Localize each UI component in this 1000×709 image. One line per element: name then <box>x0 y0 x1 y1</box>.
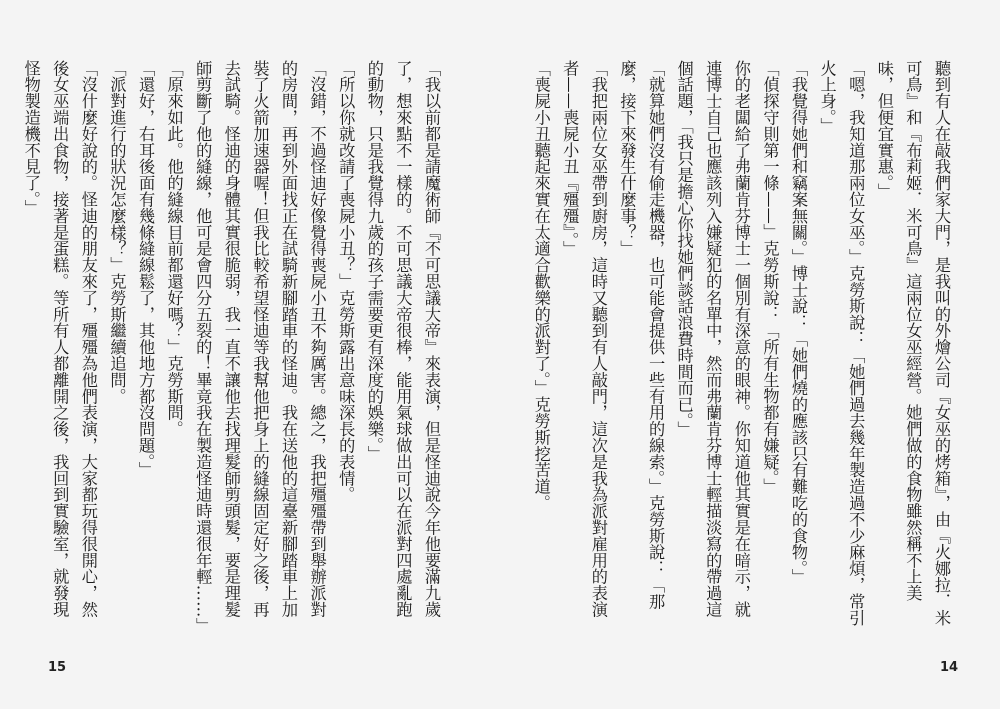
paragraph: 「原來如此。他的縫線目前都還好嗎？」克勞斯問。 <box>164 60 184 438</box>
page-number-left: 15 <box>48 660 67 675</box>
paragraph: 「派對進行的狀況怎麼樣？」克勞斯繼續追問。 <box>107 60 127 405</box>
paragraph: 「嗯，我知道那兩位女巫。」克勞斯說：「她們過去幾年製造過不少麻煩，常引火上身。」 <box>817 60 866 626</box>
paragraph: 你的老闆給了弗蘭肯芬博士一個別有深意的眼神。你知道他其實是在暗示，就連博士自己也應該列入嫌疑犯的名單中，然而弗蘭肯芬博士輕描淡寫的帶過這個話題，「我只是擔心你找她們談話浪費時間而已。」 <box>674 60 751 618</box>
paragraph: 「喪屍小丑聽起來實在太適合歡樂的派對了。」克勞斯挖苦道。 <box>531 60 551 512</box>
left-page-text <box>21 60 445 634</box>
paragraph: 「我把兩位女巫帶到廚房，這時又聽到有人敲門，這次是我為派對雇用的表演者——喪屍小丑『殭殭』。」 <box>560 60 608 618</box>
paragraph: 聽到有人在敲我們家大門，是我叫的外燴公司『女巫的烤箱』，由『火娜拉．米可鳥』和『布莉姬．米可鳥』這兩位女巫經營。她們做的食物雖然稱不上美味，但便宜實惠。」 <box>874 60 951 626</box>
paragraph: 「我以前都是請魔術師『不可思議大帝』來表演，但是怪迪說今年他要滿九歲了，想來點不一樣的。不可思議大帝很棒，能用氣球做出可以在派對四處亂跑的動物，只是我覺得九歲的孩子需要更有深度的娛樂。」 <box>364 60 441 618</box>
paragraph: 「我覺得她們和竊案無關。」博士說：「她們燒的應該只有難吃的食物。」 <box>789 60 809 585</box>
right-page <box>500 0 1000 709</box>
paragraph: 「沒什麼好說的。怪迪的朋友來了，殭殭為他們表演，大家都玩得很開心，然後女巫端出食物，接著是蛋糕。等所有人都離開之後，我回到實驗室，就發現怪物製造機不見了。」 <box>21 60 98 618</box>
paragraph: 「還好，右耳後面有幾條縫線鬆了，其他地方都沒問題。」 <box>136 60 156 479</box>
paragraph: 「就算她們沒有偷走機器，也可能會提供一些有用的線索。」克勞斯說：「那麼，接下來發生什麼事？」 <box>617 60 666 610</box>
paragraph: 「所以你就改請了喪屍小丑？」克勞斯露出意味深長的表情。 <box>336 60 356 503</box>
page-number-right: 14 <box>940 660 959 675</box>
paragraph: 「沒錯，不過怪迪好像覺得喪屍小丑不夠厲害。總之，我把殭殭帶到舉辦派對的房間，再到外面找正在試騎新腳踏車的怪迪。我在送他的這臺新腳踏車上加裝了火箭加速器喔！但我比較希望怪迪等我幫他把身上的縫線固定好之後，再去試騎。怪迪的身體其實很脆弱，我一直不讓他去找理髮師剪頭髮，要是理髮師剪斷了他的縫線，他可是會四分五裂的！畢竟我在製造怪迪時還很年輕……」 <box>193 60 327 634</box>
right-page-text <box>531 60 955 626</box>
paragraph: 「偵探守則第一條——」克勞斯說：「所有生物都有嫌疑。」 <box>760 60 780 495</box>
